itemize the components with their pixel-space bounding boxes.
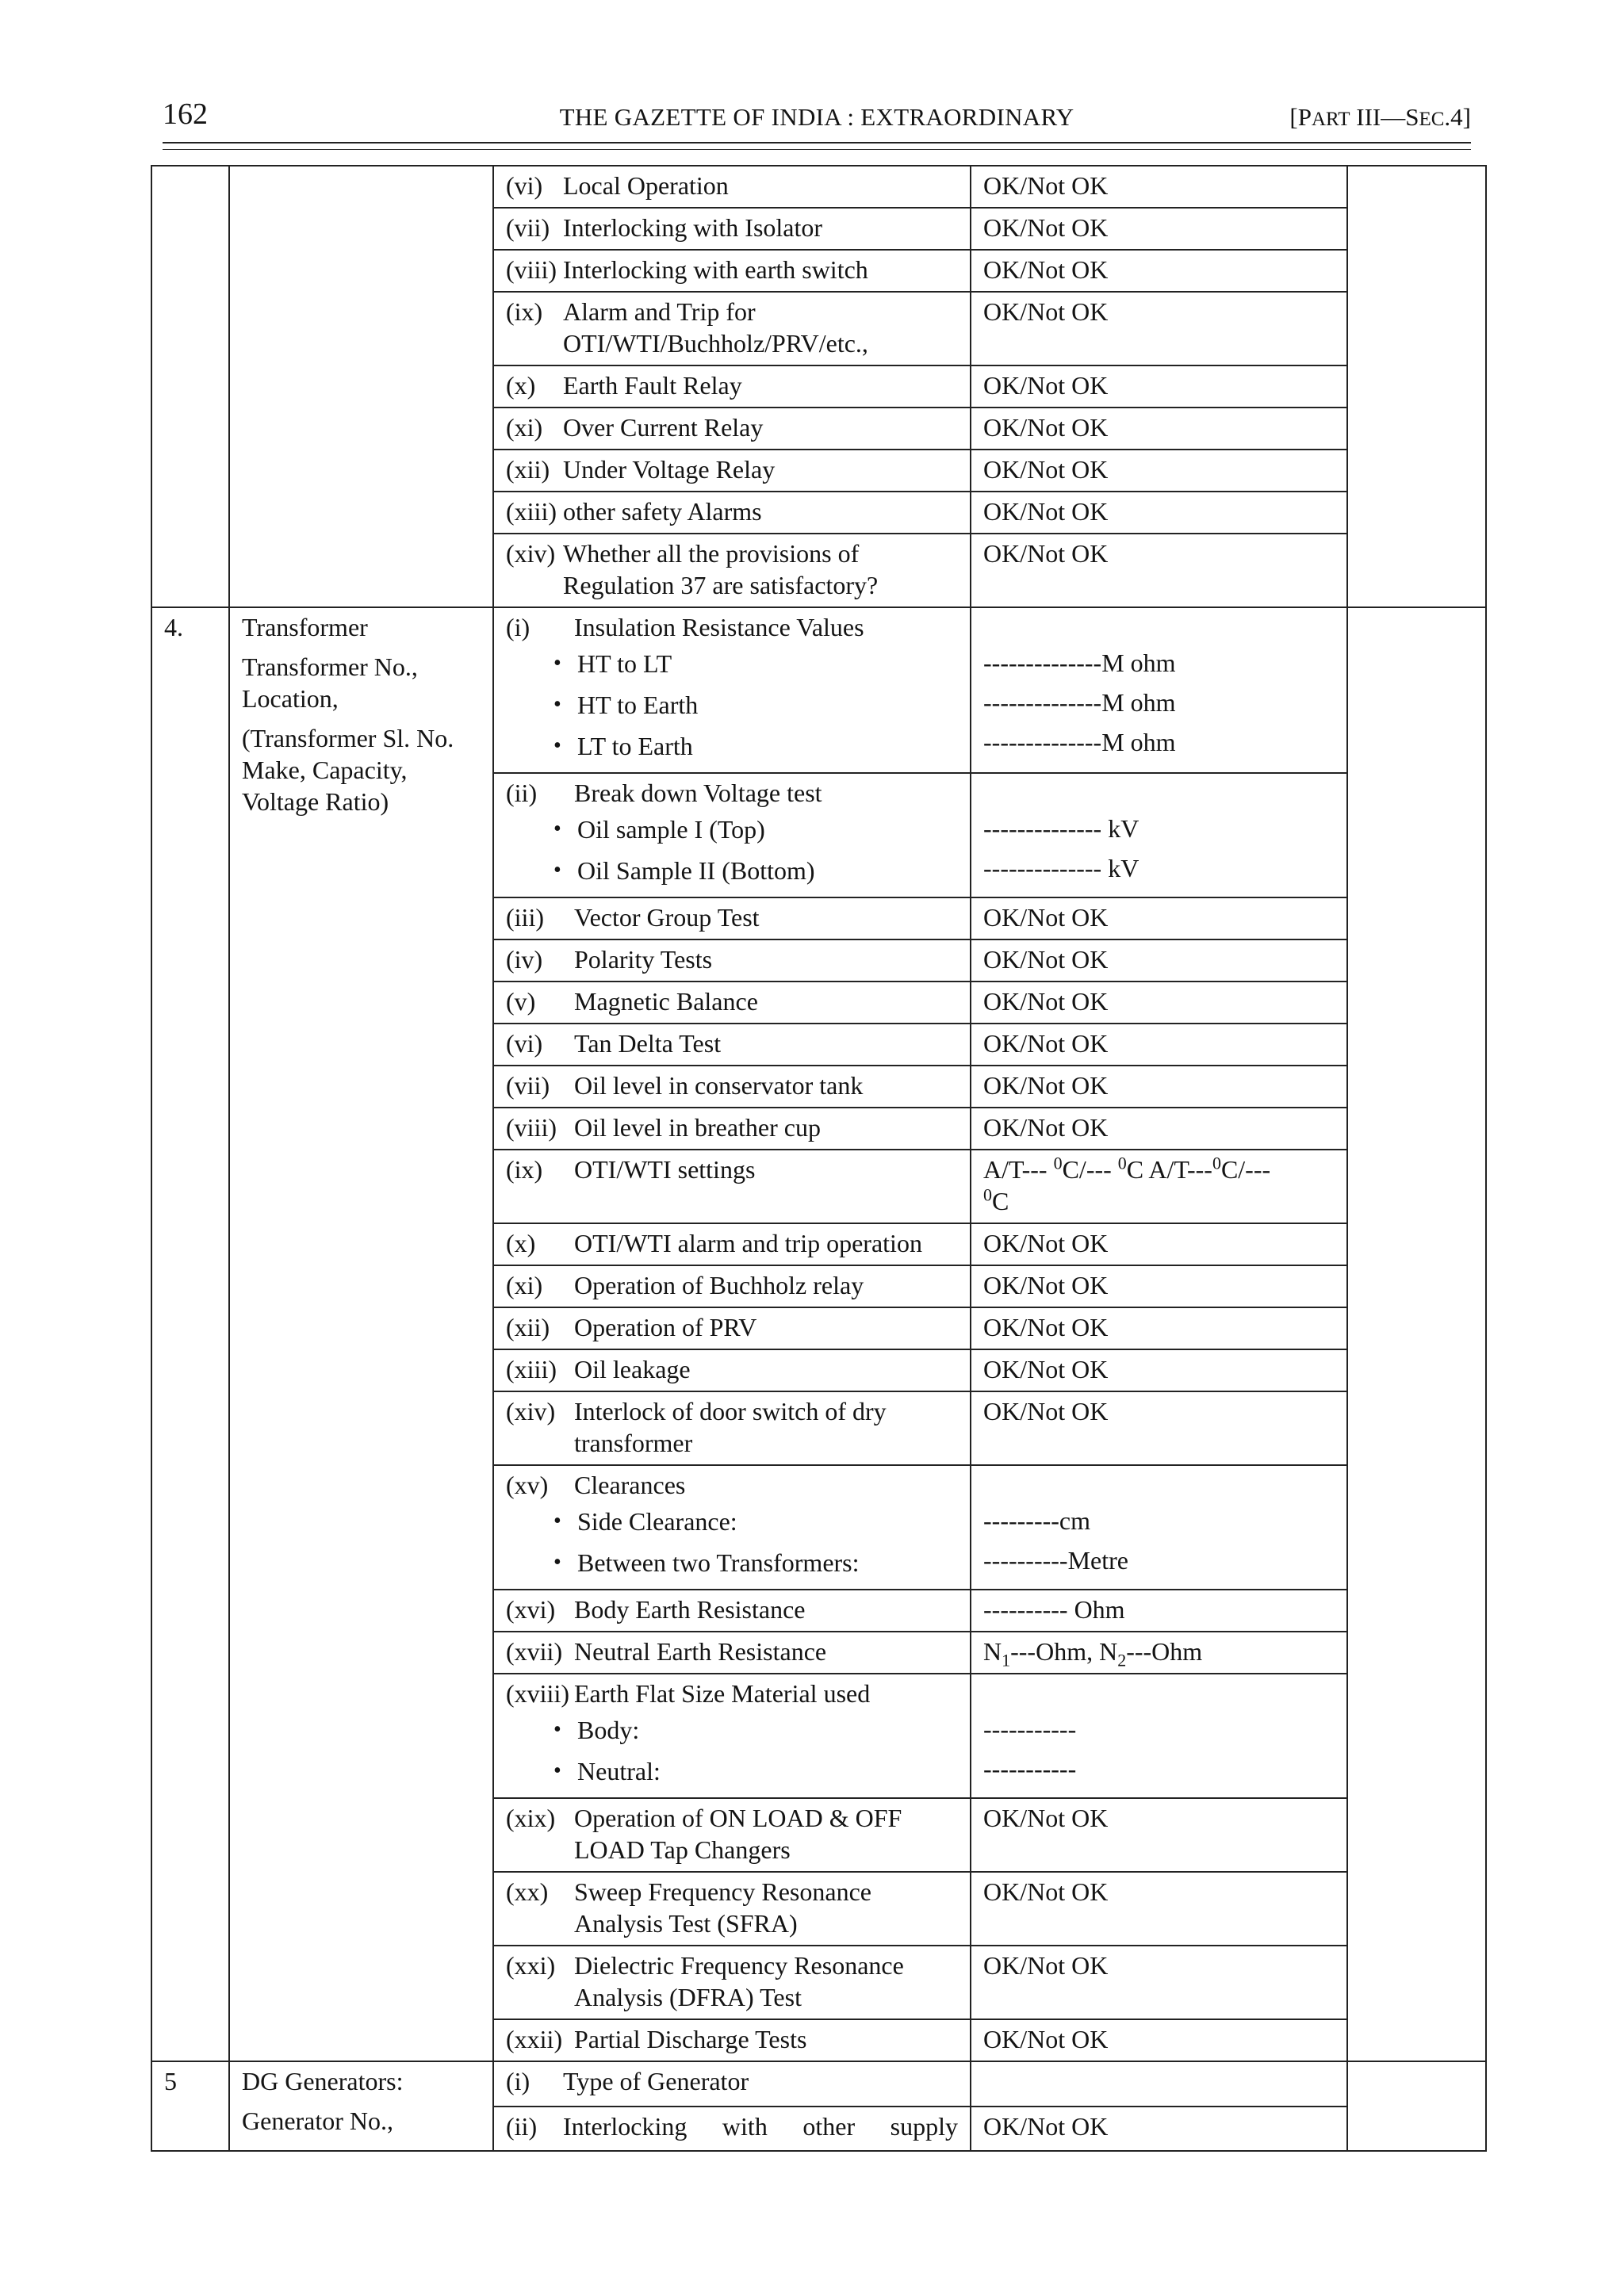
check-cell: (xxii) Partial Discharge Tests xyxy=(493,2019,971,2061)
item-cell xyxy=(229,2061,493,2151)
table-row xyxy=(151,166,1486,208)
check-cell: (x) OTI/WTI alarm and trip operation xyxy=(493,1223,971,1265)
check-cell: (vi) Local Operation xyxy=(493,166,971,208)
part-section: [PART III—SEC.4] xyxy=(1289,103,1471,131)
value-cell xyxy=(971,2061,1347,2107)
item-cell xyxy=(229,166,493,607)
value-cell: OK/Not OK xyxy=(971,1872,1347,1946)
inspection-table xyxy=(151,165,1487,2152)
table-row xyxy=(151,2061,1486,2107)
sno-cell xyxy=(151,166,229,607)
check-cell: (xix) Operation of ON LOAD & OFF LOAD Tap Changers xyxy=(493,1798,971,1872)
check-cell: (ii) Break down Voltage test • Oil sample I (Top) • Oil Sample II (Bottom) xyxy=(493,773,971,897)
check-cell: (xx) Sweep Frequency Resonance Analysis Test (SFRA) xyxy=(493,1872,971,1946)
sno-cell: 5 xyxy=(151,2061,229,2151)
check-cell: (v) Magnetic Balance xyxy=(493,982,971,1024)
value-cell: OK/Not OK xyxy=(971,1349,1347,1391)
check-cell: (xii) Under Voltage Relay xyxy=(493,450,971,492)
value-cell: OK/Not OK xyxy=(971,534,1347,607)
value-cell: OK/Not OK xyxy=(971,1798,1347,1872)
value-cell: OK/Not OK xyxy=(971,1946,1347,2019)
remarks-cell xyxy=(1347,2061,1486,2151)
check-cell: (iv) Polarity Tests xyxy=(493,939,971,982)
value-cell: ----------- ----------- xyxy=(971,1674,1347,1798)
check-cell: (xvii) Neutral Earth Resistance xyxy=(493,1632,971,1674)
check-cell: (xiv) Whether all the provisions of Regulation 37 are satisfactory? xyxy=(493,534,971,607)
check-cell: (x) Earth Fault Relay xyxy=(493,365,971,408)
item-name: DG Generators: xyxy=(242,2067,404,2095)
check-cell: (xiii) Oil leakage xyxy=(493,1349,971,1391)
value-cell: OK/Not OK xyxy=(971,450,1347,492)
value-cell: OK/Not OK xyxy=(971,492,1347,534)
table-row xyxy=(151,607,1486,773)
check-cell: (vi) Tan Delta Test xyxy=(493,1024,971,1066)
value-cell: OK/Not OK xyxy=(971,292,1347,365)
value-cell: --------------M ohm --------------M ohm --------------M ohm xyxy=(971,607,1347,773)
value-cell: OK/Not OK xyxy=(971,408,1347,450)
value-cell: OK/Not OK xyxy=(971,365,1347,408)
check-cell: (xiii) other safety Alarms xyxy=(493,492,971,534)
value-cell: OK/Not OK xyxy=(971,250,1347,292)
sno-cell: 4. xyxy=(151,607,229,2061)
value-cell: OK/Not OK xyxy=(971,1223,1347,1265)
check-cell: (xi) Operation of Buchholz relay xyxy=(493,1265,971,1307)
item-name: Transformer xyxy=(242,613,368,641)
item-desc: Transformer No., Location, xyxy=(242,652,418,713)
check-cell: (xviii) Earth Flat Size Material used • Body: • Neutral: xyxy=(493,1674,971,1798)
check-cell: (ii) Interlocking with other supply xyxy=(493,2107,971,2152)
check-cell: (xvi) Body Earth Resistance xyxy=(493,1590,971,1632)
value-cell: A/T--- $^0$C/--- $^0$C A/T---$^0$C/--- $^0$C xyxy=(971,1150,1347,1223)
header-rule xyxy=(163,142,1471,144)
check-cell: (ix) Alarm and Trip for OTI/WTI/Buchholz/PRV/etc., xyxy=(493,292,971,365)
value-cell: OK/Not OK xyxy=(971,1066,1347,1108)
item-desc: Generator No., xyxy=(242,2107,394,2135)
check-cell: (vii) Oil level in conservator tank xyxy=(493,1066,971,1108)
value-cell: OK/Not OK xyxy=(971,2019,1347,2061)
value-cell: -------------- kV -------------- kV xyxy=(971,773,1347,897)
remarks-cell xyxy=(1347,166,1486,607)
page-number: 162 xyxy=(163,98,208,131)
page-header xyxy=(163,97,1471,144)
value-cell: OK/Not OK xyxy=(971,982,1347,1024)
check-cell: (ix) OTI/WTI settings xyxy=(493,1150,971,1223)
check-cell: (xii) Operation of PRV xyxy=(493,1307,971,1349)
value-cell: OK/Not OK xyxy=(971,208,1347,250)
check-cell: (vii) Interlocking with Isolator xyxy=(493,208,971,250)
check-cell: (i) Type of Generator xyxy=(493,2061,971,2107)
item-cell xyxy=(229,607,493,2061)
check-cell: (xiv) Interlock of door switch of dry transformer xyxy=(493,1391,971,1465)
value-cell: $N_1--$-Ohm, $N_2--$-Ohm xyxy=(971,1632,1347,1674)
value-cell: OK/Not OK xyxy=(971,2107,1347,2152)
value-cell: OK/Not OK xyxy=(971,897,1347,939)
check-cell: (xi) Over Current Relay xyxy=(493,408,971,450)
check-cell: (iii) Vector Group Test xyxy=(493,897,971,939)
value-cell: ---------- Ohm xyxy=(971,1590,1347,1632)
value-cell: OK/Not OK xyxy=(971,166,1347,208)
header-rule-thin xyxy=(163,149,1471,150)
value-cell: OK/Not OK xyxy=(971,1307,1347,1349)
item-desc: (Transformer Sl. No. Make, Capacity, Voltage Ratio) xyxy=(242,724,454,816)
value-cell: OK/Not OK xyxy=(971,1265,1347,1307)
value-cell: OK/Not OK xyxy=(971,1024,1347,1066)
check-cell: (xv) Clearances • Side Clearance: • Between two Transformers: xyxy=(493,1465,971,1590)
value-cell: ---------cm ----------Metre xyxy=(971,1465,1347,1590)
value-cell: OK/Not OK xyxy=(971,1391,1347,1465)
check-cell: (viii) Interlocking with earth switch xyxy=(493,250,971,292)
value-cell: OK/Not OK xyxy=(971,939,1347,982)
remarks-cell xyxy=(1347,607,1486,2061)
gazette-title: THE GAZETTE OF INDIA : EXTRAORDINARY xyxy=(559,103,1074,131)
value-cell: OK/Not OK xyxy=(971,1108,1347,1150)
check-cell: (i) Insulation Resistance Values • HT to LT • HT to Earth • LT to Earth xyxy=(493,607,971,773)
check-cell: (xxi) Dielectric Frequency Resonance Analysis (DFRA) Test xyxy=(493,1946,971,2019)
check-cell: (viii) Oil level in breather cup xyxy=(493,1108,971,1150)
